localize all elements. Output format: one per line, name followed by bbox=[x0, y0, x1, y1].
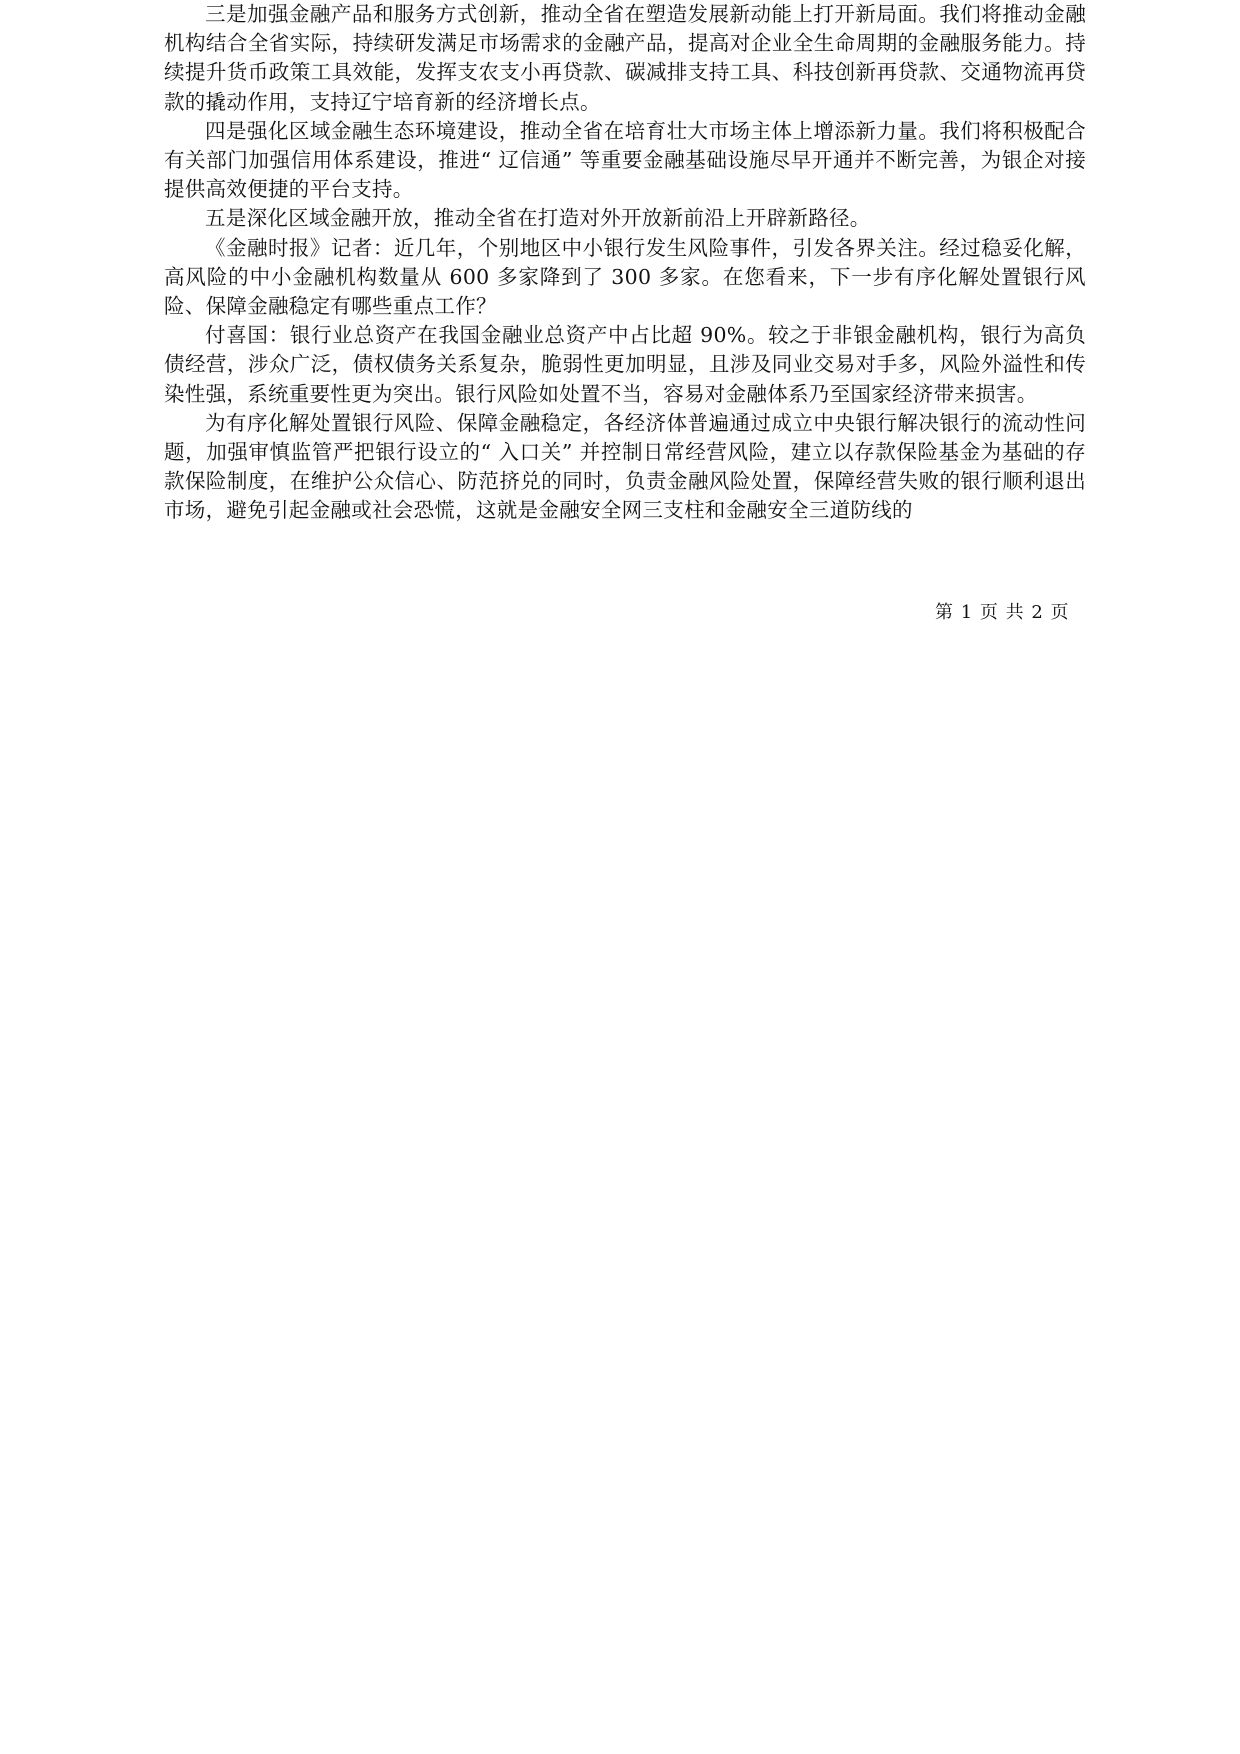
document-page bbox=[164, 0, 1086, 526]
paragraph-5: 付喜国：银行业总资产在我国金融业总资产中占比超 90%。较之于非银金融机构，银行为高负债经营，涉众广泛，债权债务关系复杂，脆弱性更加明显，且涉及同业交易对手多，风险外溢性和传染性强，系统重要性更为突出。银行风险如处置不当，容易对金融体系乃至国家经济带来损害。 bbox=[164, 323, 1086, 406]
paragraph-3: 五是深化区域金融开放，推动全省在打造对外开放新前沿上开辟新路径。 bbox=[205, 206, 871, 231]
page-number-footer: 第 1 页 共 2 页 bbox=[935, 602, 1070, 623]
paragraph-1: 三是加强金融产品和服务方式创新，推动全省在塑造发展新动能上打开新局面。我们将推动金融机构结合全省实际，持续研发满足市场需求的金融产品，提高对企业全生命周期的金融服务能力。持续提升货币政策工具效能，发挥支农支小再贷款、碳减排支持工具、科技创新再贷款、交通物流再贷款的撬动作用，支持辽宁培育新的经济增长点。 bbox=[164, 2, 1086, 114]
paragraph-2: 四是强化区域金融生态环境建设，推动全省在培育壮大市场主体上增添新力量。我们将积极配合有关部门加强信用体系建设，推进“ 辽信通” 等重要金融基础设施尽早开通并不断完善，为银企对接提供高效便捷的平台支持。 bbox=[164, 118, 1086, 202]
paragraph-6: 为有序化解处置银行风险、保障金融稳定，各经济体普遍通过成立中央银行解决银行的流动性问题，加强审慎监管严把银行设立的“ 入口关” 并控制日常经营风险，建立以存款保险基金为基础的存款保险制度，在维护公众信心、防范挤兑的同时，负责金融风险处置，保障经营失败的银行顺利退出市场，避免引起金融或社会恐慌，这就是金融安全网三支柱和金融安全三道防线的 bbox=[164, 410, 1086, 523]
paragraph-4: 《金融时报》记者：近几年，个别地区中小银行发生风险事件，引发各界关注。经过稳妥化解，高风险的中小金融机构数量从 600 多家降到了 300 多家。在您看来，下一步有序化解处置银行风险、保障金融稳定有哪些重点工作？ bbox=[164, 235, 1086, 319]
